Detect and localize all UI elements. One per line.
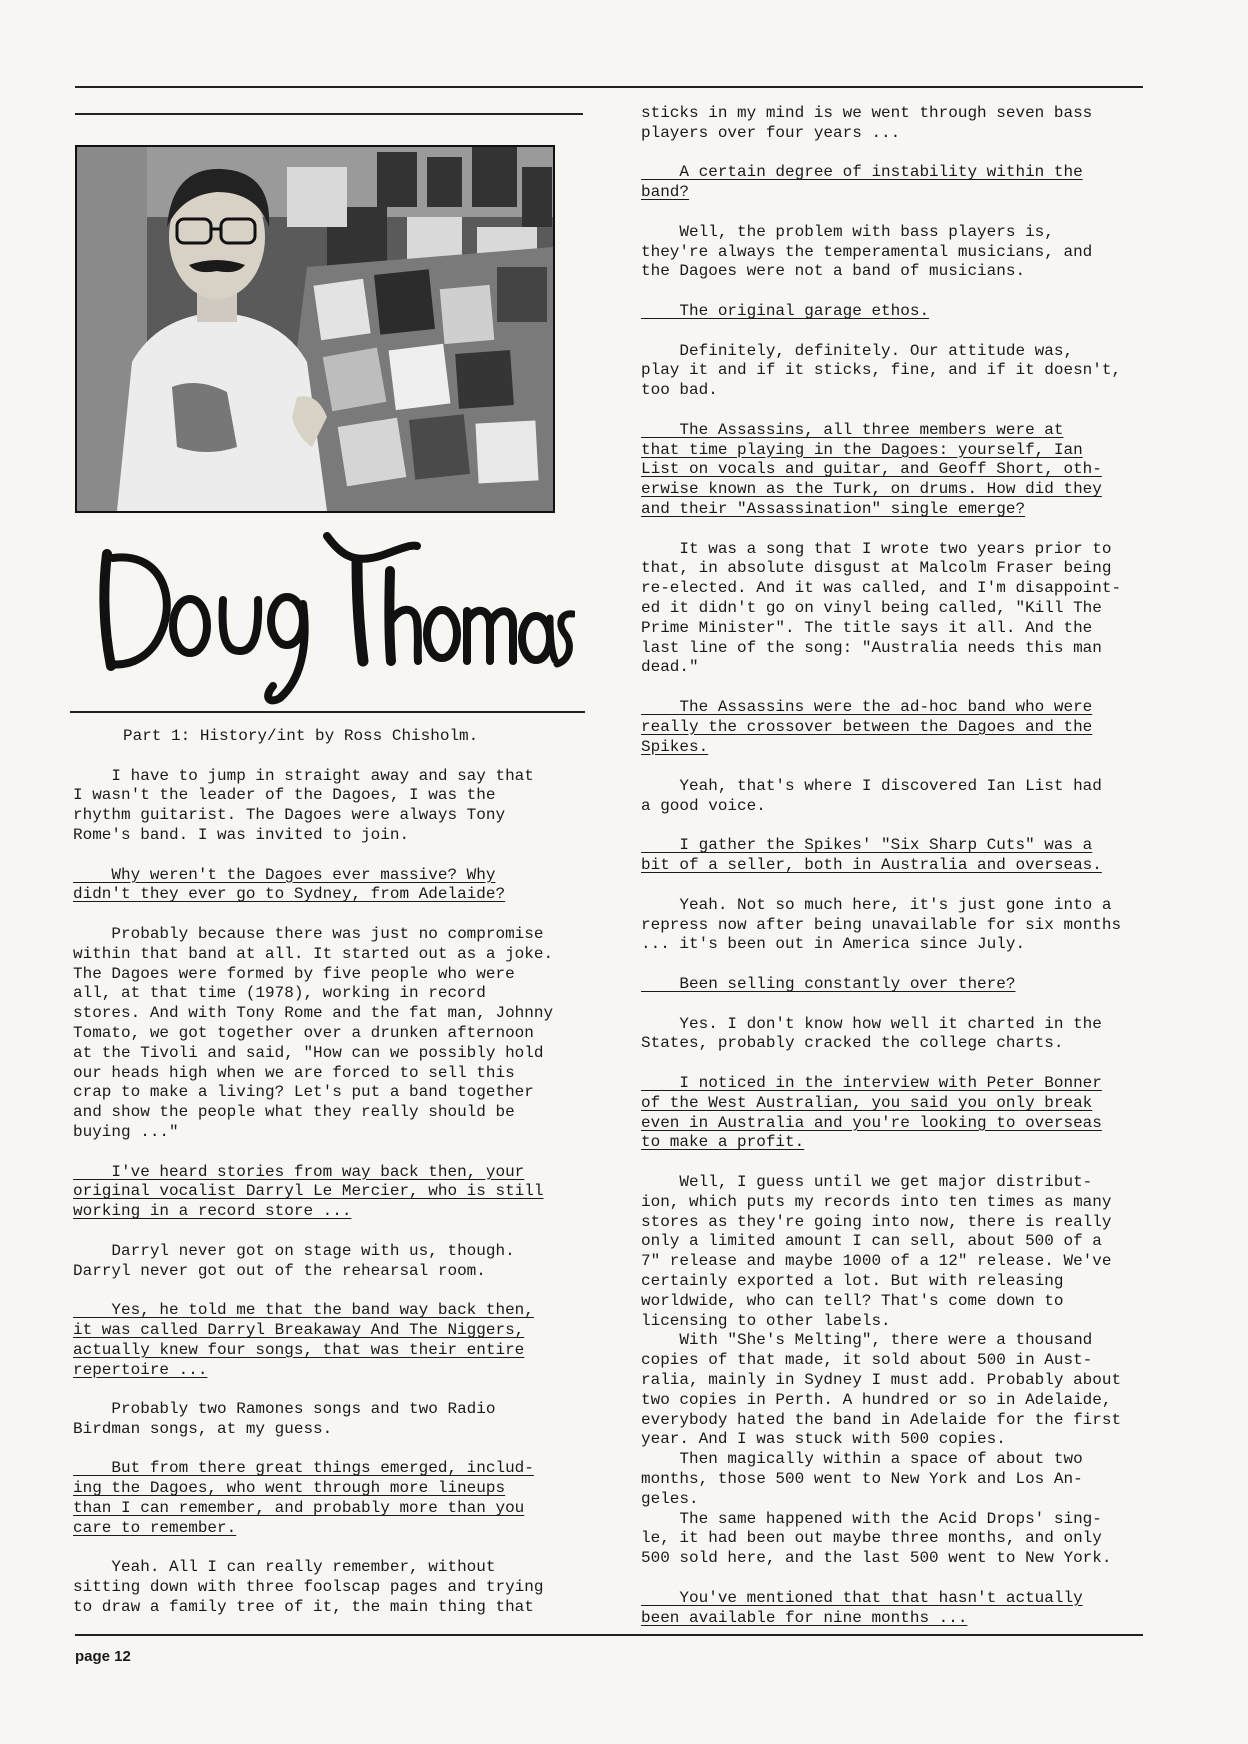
answer-paragraph: Yeah. All I can really remember, without sitting down with three foolscap pages and trying to draw a family tree of it, the main thing that — [73, 1558, 544, 1617]
interviewer-question: But from there great things emerged, includ- ing the Dagoes, who went through more lineups than I can remember, and probably more than you care to remember. — [73, 1459, 534, 1537]
doug-thomas-title — [95, 526, 575, 706]
answer-paragraph: I have to jump in straight away and say that I wasn't the leader of the Dagoes, I was the rhythm guitarist. The Dagoes were always Tony Rome's band. I was invited to join. — [73, 766, 534, 844]
answer-paragraph: Yes. I don't know how well it charted in the States, probably cracked the college charts. — [641, 1014, 1102, 1053]
answer-paragraph: The same happened with the Acid Drops' sing- le, it had been out maybe three months, and only 500 sold here, and the last 500 went to New York. — [641, 1509, 1112, 1568]
interviewer-question: Why weren't the Dagoes ever massive? Why didn't they ever go to Sydney, from Adelaide? — [73, 865, 506, 904]
answer-paragraph: Well, the problem with bass players is, they're always the temperamental musicians, and the Dagoes were not a band of musicians. — [641, 222, 1093, 281]
answer-paragraph: Probably two Ramones songs and two Radio Birdman songs, at my guess. — [73, 1400, 496, 1438]
answer-paragraph: Yeah, that's where I discovered Ian List had a good voice. — [641, 777, 1102, 815]
interviewer-question: The Assassins, all three members were at that time playing in the Dagoes: yourself, Ian List on vocals and guitar, and Geoff Short, oth- erwise known as the Turk, on drums. How did they and their "Assassination" single emerge? — [641, 420, 1102, 518]
left-column-body — [73, 767, 573, 1618]
byline: Part 1: History/int by Ross Chisholm. — [123, 727, 479, 745]
interviewer-question: I've heard stories from way back then, your original vocalist Darryl Le Mercier, who is still working in a record store ... — [73, 1162, 544, 1221]
answer-paragraph: Definitely, definitely. Our attitude was, play it and if it sticks, fine, and if it doesn't, too bad. — [641, 341, 1122, 400]
photo-top-rule — [75, 113, 583, 115]
answer-paragraph: sticks in my mind is we went through seven bass players over four years ... — [641, 104, 1093, 142]
right-column — [641, 104, 1141, 1648]
answer-paragraph: Yeah. Not so much here, it's just gone into a repress now after being unavailable for six months ... it's been out in America since July. — [641, 895, 1122, 954]
answer-paragraph: Well, I guess until we get major distribut- ion, which puts my records into ten times as many stores as they're going into now, there is really only a limited amount I can sell, about 500 of a 7" release and maybe 1000 of a 12" release. We've certainly exported a lot. But with releasing worldwide, who can tell? That's come down to licensing to other labels. — [641, 1173, 1112, 1330]
title-bottom-rule — [70, 711, 585, 713]
answer-paragraph: With "She's Melting", there were a thousand copies of that made, it sold about 500 in Aust- ralia, mainly in Sydney I must add. Probably about two copies in Perth. A hundred or so in Adelaide, everybody hated the band in Adelaide for the first year. And I was stuck with 500 copies. — [641, 1331, 1122, 1449]
interviewer-question: Yes, he told me that the band way back then, it was called Darryl Breakaway And The Niggers, actually knew four songs, that was their entire repertoire ... — [73, 1301, 534, 1379]
bottom-rule — [75, 1634, 1143, 1636]
answer-paragraph: Then magically within a space of about two months, those 500 went to New York and Los An- geles. — [641, 1450, 1083, 1508]
right-column-body — [641, 104, 1141, 1628]
interviewer-question: The Assassins were the ad-hoc band who were really the crossover between the Dagoes and the Spikes. — [641, 697, 1093, 756]
interviewer-question: You've mentioned that that hasn't actually been available for nine months ... — [641, 1588, 1083, 1627]
interviewer-question: A certain degree of instability within the band? — [641, 163, 1083, 202]
interviewer-question: The original garage ethos. — [641, 301, 930, 320]
answer-paragraph: Probably because there was just no compromise within that band at all. It started out as a joke. The Dagoes were formed by five people who were all, at that time (1978), working in record stores. And with Tony Rome and the fat man, Johnny Tomato, we got together over a drunken afternoon at the Tivoli and said, "How can we possibly hold our heads high when we are forced to sell this crap to make a living? Let's put a band together and show the people what they really should be buying ..." — [73, 924, 554, 1141]
left-column — [73, 727, 573, 1638]
portrait-photo — [75, 145, 555, 513]
interviewer-question: Been selling constantly over there? — [641, 975, 1016, 994]
answer-paragraph: Darryl never got on stage with us, though. Darryl never got out of the rehearsal room. — [73, 1241, 515, 1280]
page-number: page 12 — [75, 1648, 131, 1665]
interviewer-question: I noticed in the interview with Peter Bonner of the West Australian, you said you only break even in Australia and you're looking to overseas to make a profit. — [641, 1074, 1102, 1152]
answer-paragraph: It was a song that I wrote two years prior to that, in absolute disgust at Malcolm Fraser being re-elected. And it was called, and I'm disappoint- ed it didn't go on vinyl being called, "Kill The Prime Minister". The title says it all. And the last line of the song: "Australia needs this man dead." — [641, 539, 1122, 677]
top-rule — [75, 86, 1143, 88]
interviewer-question: I gather the Spikes' "Six Sharp Cuts" was a bit of a seller, both in Australia and overseas. — [641, 836, 1102, 875]
